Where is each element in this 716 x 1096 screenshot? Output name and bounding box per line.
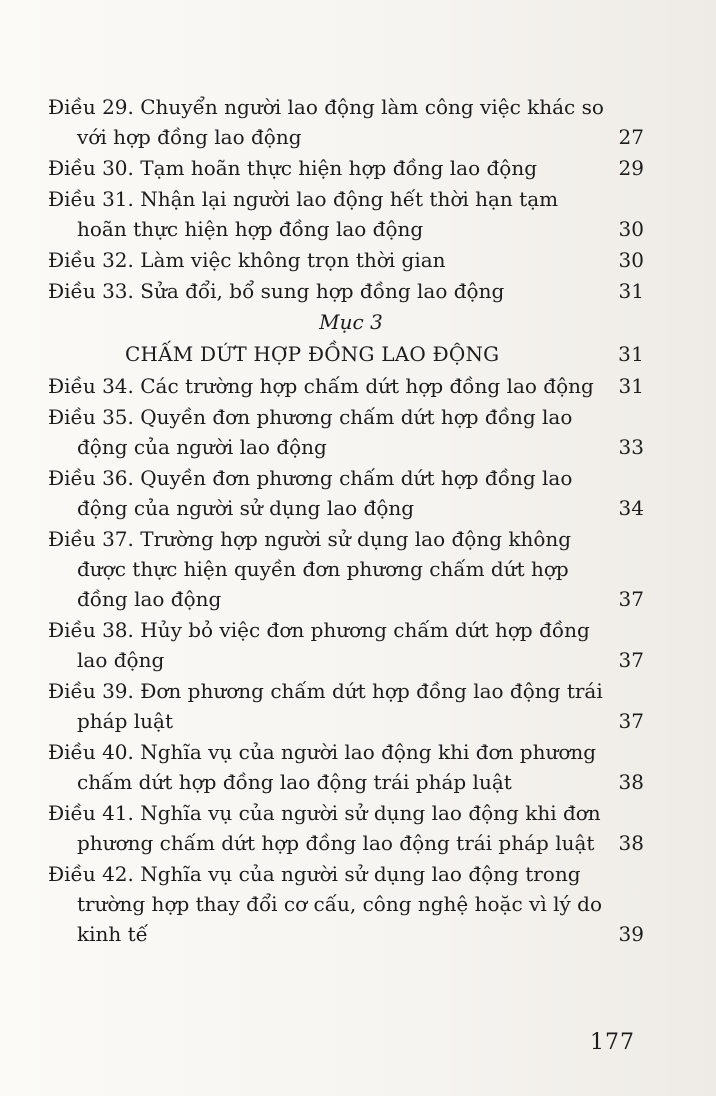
section-label: Mục 3 [319,310,383,334]
entry-page: 30 [618,217,644,241]
toc-entry [48,737,644,797]
entry-page: 29 [618,156,644,180]
entry-page: 37 [618,709,644,733]
entry-page: 31 [618,279,644,303]
section-title: CHẤM DỨT HỢP ĐỒNG LAO ĐỘNG [125,342,500,366]
toc-entry [48,371,644,401]
entry-text: Điều 36. Quyền đơn phương chấm dứt hợp đồng lao động của người sử dụng lao động [48,466,573,520]
toc-entry [48,276,644,306]
entry-text: Điều 41. Nghĩa vụ của người sử dụng lao động khi đơn phương chấm dứt hợp đồng lao động trái pháp luật [48,801,601,855]
toc-entry [48,184,644,244]
entry-text: Điều 35. Quyền đơn phương chấm dứt hợp đồng lao động của người lao động [48,405,573,459]
entry-page: 27 [618,125,644,149]
entry-page: 38 [618,831,644,855]
section-page: 31 [618,342,644,366]
section-heading [48,337,644,371]
entry-text: Điều 39. Đơn phương chấm dứt hợp đồng lao động trái pháp luật [48,679,603,733]
entry-text: Điều 38. Hủy bỏ việc đơn phương chấm dứt hợp đồng lao động [48,618,590,672]
toc-entry [48,153,644,183]
table-of-contents [48,92,644,950]
toc-entries-before [48,92,644,306]
entry-page: 31 [618,374,644,398]
toc-entry [48,245,644,275]
toc-entries-after [48,371,644,949]
entry-page: 38 [618,770,644,794]
entry-text: Điều 30. Tạm hoãn thực hiện hợp đồng lao động [48,156,538,180]
entry-page: 39 [618,922,644,946]
entry-text: Điều 32. Làm việc không trọn thời gian [48,248,446,272]
entry-text: Điều 31. Nhận lại người lao động hết thời hạn tạm hoãn thực hiện hợp đồng lao động [48,187,559,241]
toc-entry [48,524,644,614]
entry-page: 37 [618,648,644,672]
toc-entry [48,463,644,523]
entry-text: Điều 37. Trường hợp người sử dụng lao động không được thực hiện quyền đơn phương chấm dứt hợp đồng lao động [48,527,572,611]
entry-page: 34 [618,496,644,520]
entry-text: Điều 29. Chuyển người lao động làm công việc khác so với hợp đồng lao động [48,95,604,149]
entry-page: 30 [618,248,644,272]
toc-entry [48,402,644,462]
entry-page: 37 [618,587,644,611]
page-number: 177 [590,1030,635,1055]
entry-text: Điều 34. Các trường hợp chấm dứt hợp đồng lao động [48,374,594,398]
toc-entry [48,676,644,736]
toc-entry [48,92,644,152]
entry-text: Điều 40. Nghĩa vụ của người lao động khi đơn phương chấm dứt hợp đồng lao động trái pháp luật [48,740,597,794]
entry-text: Điều 33. Sửa đổi, bổ sung hợp đồng lao động [48,279,505,303]
entry-page: 33 [618,435,644,459]
entry-text: Điều 42. Nghĩa vụ của người sử dụng lao động trong trường hợp thay đổi cơ cấu, công nghệ hoặc vì lý do kinh tế [48,862,602,946]
toc-entry [48,859,644,949]
toc-entry [48,615,644,675]
toc-entry [48,798,644,858]
